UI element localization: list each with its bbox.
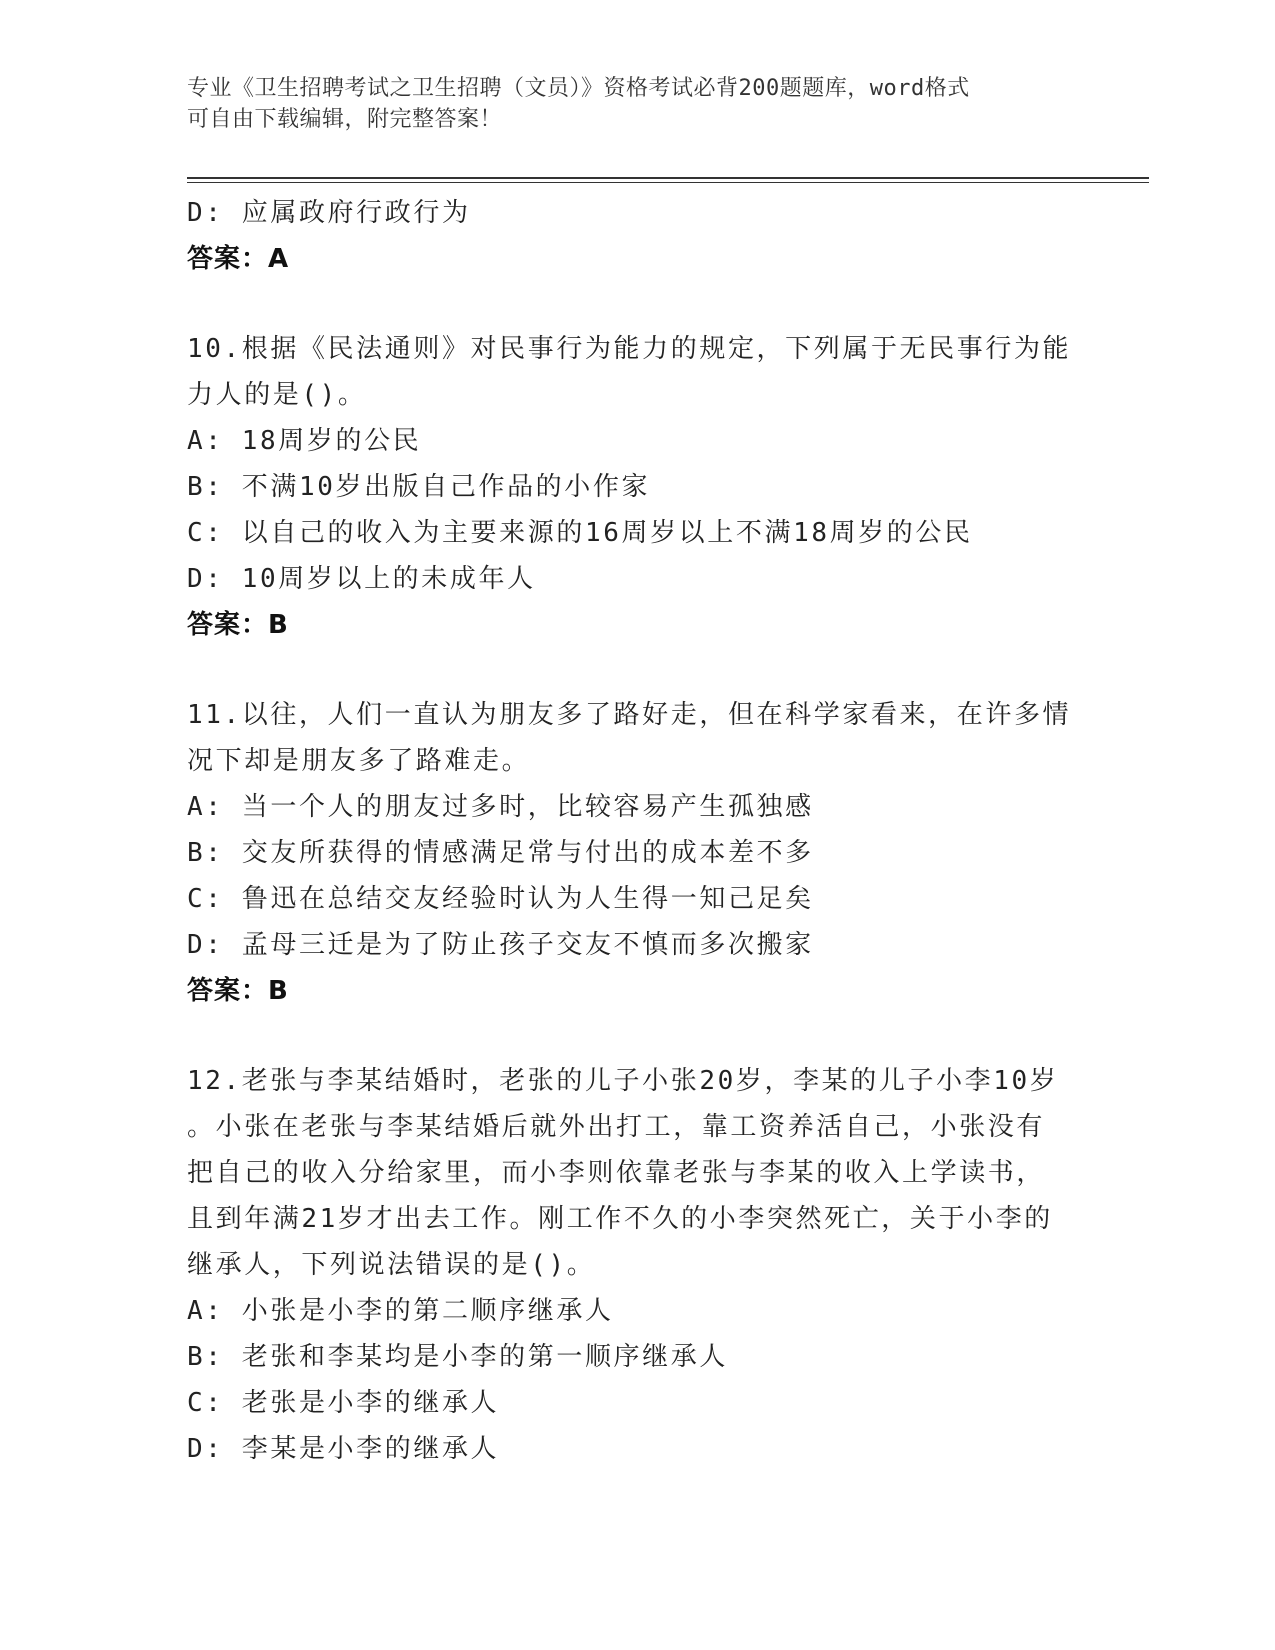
question-9-tail — [187, 190, 1087, 282]
option-a: A: 当一个人的朋友过多时，比较容易产生孤独感 — [187, 792, 814, 822]
question-list — [187, 190, 1087, 1472]
option-b: B: 不满10岁出版自己作品的小作家 — [187, 472, 651, 502]
question-stem-line: 况下却是朋友多了路难走。 — [187, 746, 531, 776]
question-spacer — [187, 282, 1087, 326]
question-stem-line: 12.老张与李某结婚时，老张的儿子小张20岁，李某的儿子小李10岁 — [187, 1066, 1059, 1096]
answer-line: 答案：B — [187, 610, 289, 640]
header-divider-thick — [187, 177, 1149, 179]
question-stem-line: 继承人，下列说法错误的是()。 — [187, 1250, 596, 1280]
question-spacer — [187, 648, 1087, 692]
option-c: C: 鲁迅在总结交友经验时认为人生得一知己足矣 — [187, 884, 814, 914]
option-c: C: 以自己的收入为主要来源的16周岁以上不满18周岁的公民 — [187, 518, 973, 548]
question-11 — [187, 692, 1087, 1014]
option-a: A: 18周岁的公民 — [187, 426, 422, 456]
option-c: C: 老张是小李的继承人 — [187, 1388, 500, 1418]
header-line-1: 专业《卫生招聘考试之卫生招聘（文员）》资格考试必背200题题库，word格式 — [187, 76, 970, 101]
question-stem-line: 10.根据《民法通则》对民事行为能力的规定，下列属于无民事行为能 — [187, 334, 1072, 364]
question-stem-line: 且到年满21岁才出去工作。刚工作不久的小李突然死亡，关于小李的 — [187, 1204, 1053, 1234]
question-stem-line: 11.以往，人们一直认为朋友多了路好走，但在科学家看来，在许多情 — [187, 700, 1072, 730]
question-stem-line: 力人的是()。 — [187, 380, 367, 410]
document-header — [187, 73, 1087, 135]
header-line-2: 可自由下载编辑，附完整答案！ — [187, 107, 503, 132]
question-12 — [187, 1058, 1087, 1472]
option-d: D: 孟母三迁是为了防止孩子交友不慎而多次搬家 — [187, 930, 814, 960]
option-b: B: 老张和李某均是小李的第一顺序继承人 — [187, 1342, 728, 1372]
header-divider-thin — [187, 182, 1149, 183]
answer-line: 答案：B — [187, 976, 289, 1006]
option-d: D: 10周岁以上的未成年人 — [187, 564, 536, 594]
answer-line: 答案：A — [187, 244, 290, 274]
option-d: D: 应属政府行政行为 — [187, 198, 471, 228]
question-stem-line: 。小张在老张与李某结婚后就外出打工，靠工资养活自己，小张没有 — [187, 1112, 1046, 1142]
question-stem-line: 把自己的收入分给家里，而小李则依靠老张与李某的收入上学读书， — [187, 1158, 1046, 1188]
option-b: B: 交友所获得的情感满足常与付出的成本差不多 — [187, 838, 814, 868]
option-a: A: 小张是小李的第二顺序继承人 — [187, 1296, 614, 1326]
option-d: D: 李某是小李的继承人 — [187, 1434, 500, 1464]
question-spacer — [187, 1014, 1087, 1058]
question-10 — [187, 326, 1087, 648]
